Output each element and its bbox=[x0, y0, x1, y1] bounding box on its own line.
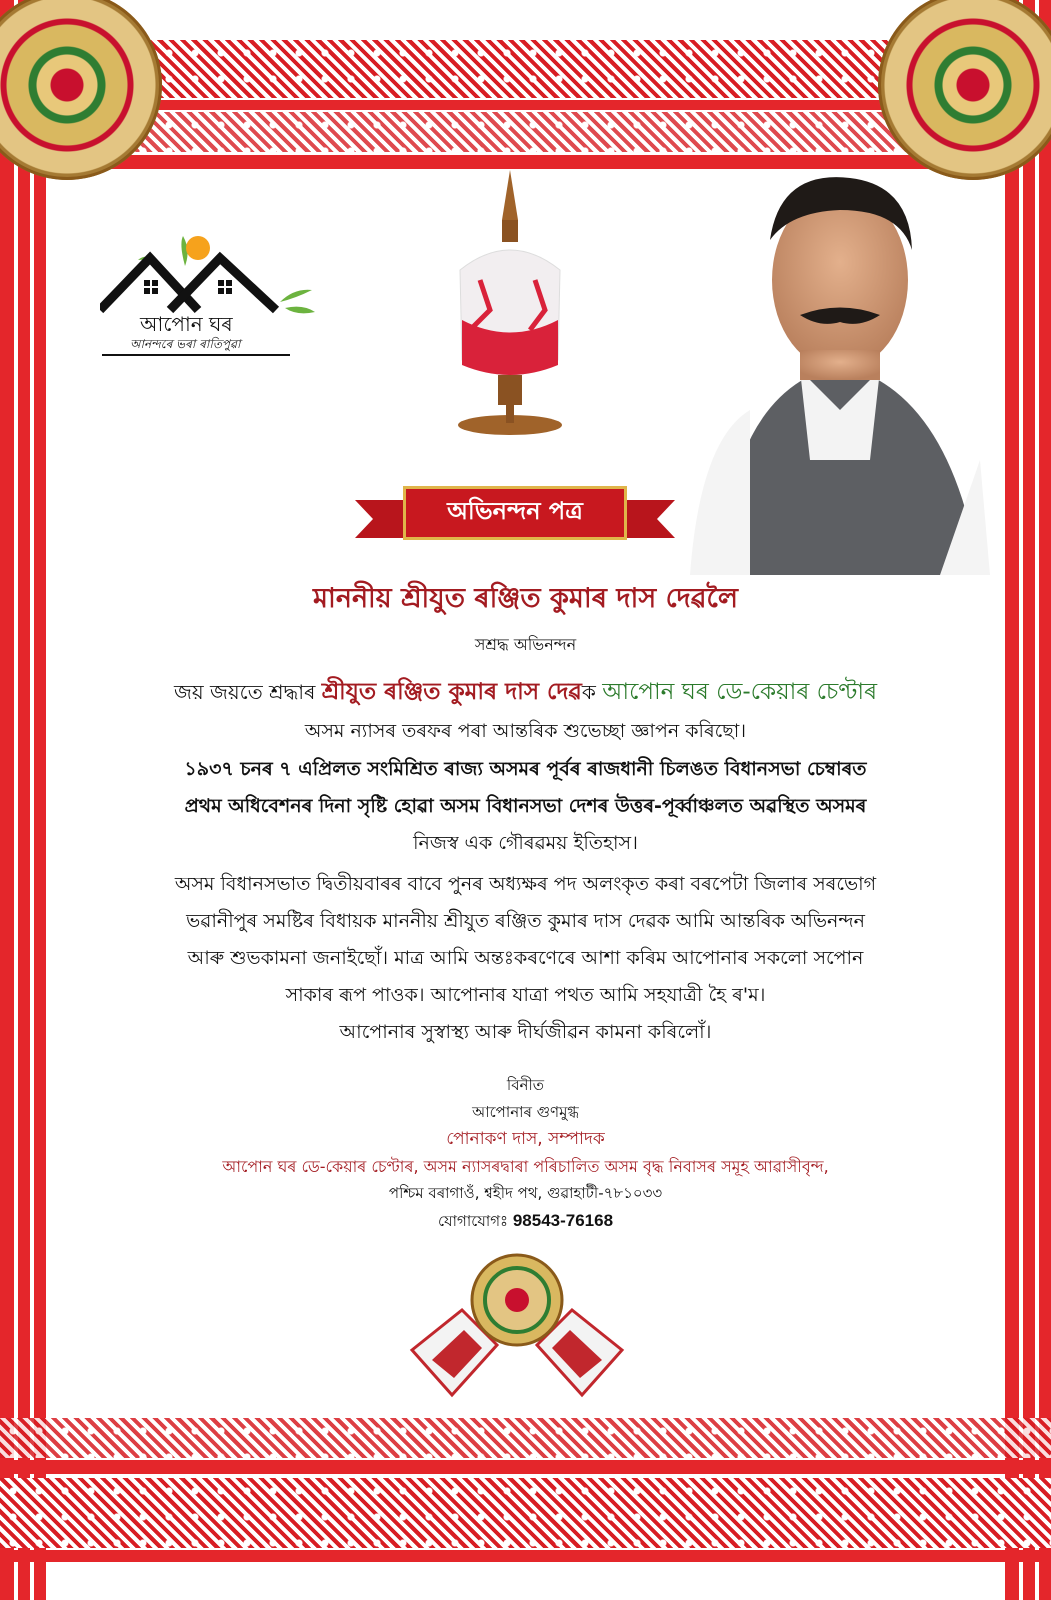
logo-tagline: আনন্দৰে ভৰা ৰাতিপুৱা bbox=[130, 337, 241, 351]
portrait-photo bbox=[690, 160, 990, 575]
paragraph-2-line: ভৱানীপুৰ সমষ্টিৰ বিধায়ক মাননীয় শ্ৰীযুত ৰঞ্জিত কুমাৰ দাস দেৱক আমি আন্তৰিক অভিনন্দন bbox=[186, 910, 865, 932]
bottom-pattern-band-2 bbox=[0, 1478, 1051, 1548]
paragraph-1-line: ১৯৩৭ চনৰ ৭ এপ্ৰিলত সংমিশ্ৰিত ৰাজ্য অসমৰ পূৰ্বৰ ৰাজধানী চিলঙত বিধানসভা চেম্বাৰত bbox=[184, 758, 867, 780]
intro-mid: ক bbox=[581, 680, 603, 704]
contact-line bbox=[0, 1207, 1051, 1235]
intro-honoree-name: শ্ৰীযুত ৰঞ্জিত কুমাৰ দাস দেৱ bbox=[321, 679, 582, 705]
sorai-with-gamosa-decoration bbox=[440, 170, 580, 440]
address-line: পশ্চিম বৰাগাওঁ, শ্বহীদ পথ, গুৱাহাটী-৭৮১০৩৩ bbox=[388, 1184, 663, 1202]
bottom-red-strip bbox=[0, 1460, 1051, 1474]
japi-hat-left-decoration bbox=[0, 0, 162, 180]
paragraph-1-line: নিজস্ব এক গৌৰৱময় ইতিহাস। bbox=[413, 832, 638, 854]
addressee-heading: মাননীয় শ্ৰীযুত ৰঞ্জিত কুমাৰ দাস দেৱলৈ bbox=[313, 583, 738, 614]
bottom-red-strip-2 bbox=[0, 1550, 1051, 1562]
logo-name: আপোন ঘৰ bbox=[140, 312, 233, 336]
japi-gamosa-bottom-decoration bbox=[392, 1250, 642, 1400]
house-logo-icon bbox=[100, 228, 335, 323]
greeting-line: সশ্ৰদ্ধ অভিনন্দন bbox=[474, 635, 577, 654]
paragraph-1-line: প্ৰথম অধিবেশনৰ দিনা সৃষ্টি হোৱা অসম বিধানসভা দেশৰ উত্তৰ-পূৰ্ব্বাঞ্চলত অৱস্থিত অসমৰ bbox=[184, 795, 867, 817]
japi-hat-right-decoration bbox=[878, 0, 1051, 180]
paragraph-2-line: সাকাৰ ৰূপ পাওক। আপোনাৰ যাত্ৰা পথত আমি সহযাত্ৰী হৈ ৰ'ম। bbox=[285, 984, 766, 1006]
intro-organization: আপোন ঘৰ ডে-কেয়াৰ চেণ্টাৰ bbox=[602, 679, 878, 705]
paragraph-2-line: আৰু শুভকামনা জনাইছোঁ। মাত্ৰ আমি অন্তঃকৰণেৰে আশা কৰিম আপোনাৰ সকলো সপোন bbox=[187, 947, 864, 969]
organization-line: আপোন ঘৰ ডে-কেয়াৰ চেণ্টাৰ, অসম ন্যাসৰদ্বাৰা পৰিচালিত অসম বৃদ্ধ নিবাসৰ সমূহ আৱাসীবৃন্দ, bbox=[222, 1157, 829, 1176]
logo bbox=[100, 228, 335, 368]
intro-line bbox=[0, 674, 1051, 711]
signer-name: পোনাকণ দাস, সম্পাদক bbox=[446, 1129, 605, 1149]
paragraph-2-line: আপোনাৰ সুস্বাস্থ্য আৰু দীৰ্ঘজীৱন কামনা কৰিলোঁ। bbox=[339, 1021, 712, 1043]
intro-line-2: অসম ন্যাসৰ তৰফৰ পৰা আন্তৰিক শুভেচ্ছা জ্ঞাপন কৰিছো। bbox=[304, 720, 747, 742]
paragraph-2 bbox=[0, 866, 1051, 1051]
logo-underline bbox=[102, 354, 290, 356]
contact-label: যোগাযোগঃ bbox=[437, 1212, 509, 1230]
bottom-pattern-band bbox=[0, 1418, 1051, 1458]
intro-prefix: জয় জয়তে শ্ৰদ্ধাৰ bbox=[173, 680, 322, 704]
paragraph-1 bbox=[0, 751, 1051, 862]
regards-text: আপোনাৰ গুণমুগ্ধ bbox=[472, 1103, 579, 1121]
banner-title: অভিনন্দন পত্ৰ bbox=[403, 486, 627, 540]
paragraph-2-line: অসম বিধানসভাত দ্বিতীয়বাৰৰ বাবে পুনৰ অধ্যক্ষৰ পদ অলংকৃত কৰা বৰপেটা জিলাৰ সৰভোগ bbox=[174, 873, 877, 895]
contact-number: 98543-76168 bbox=[512, 1211, 614, 1230]
signature-block bbox=[0, 1072, 1051, 1235]
closing-text: বিনীত bbox=[506, 1076, 545, 1094]
ribbon-banner bbox=[355, 486, 675, 552]
